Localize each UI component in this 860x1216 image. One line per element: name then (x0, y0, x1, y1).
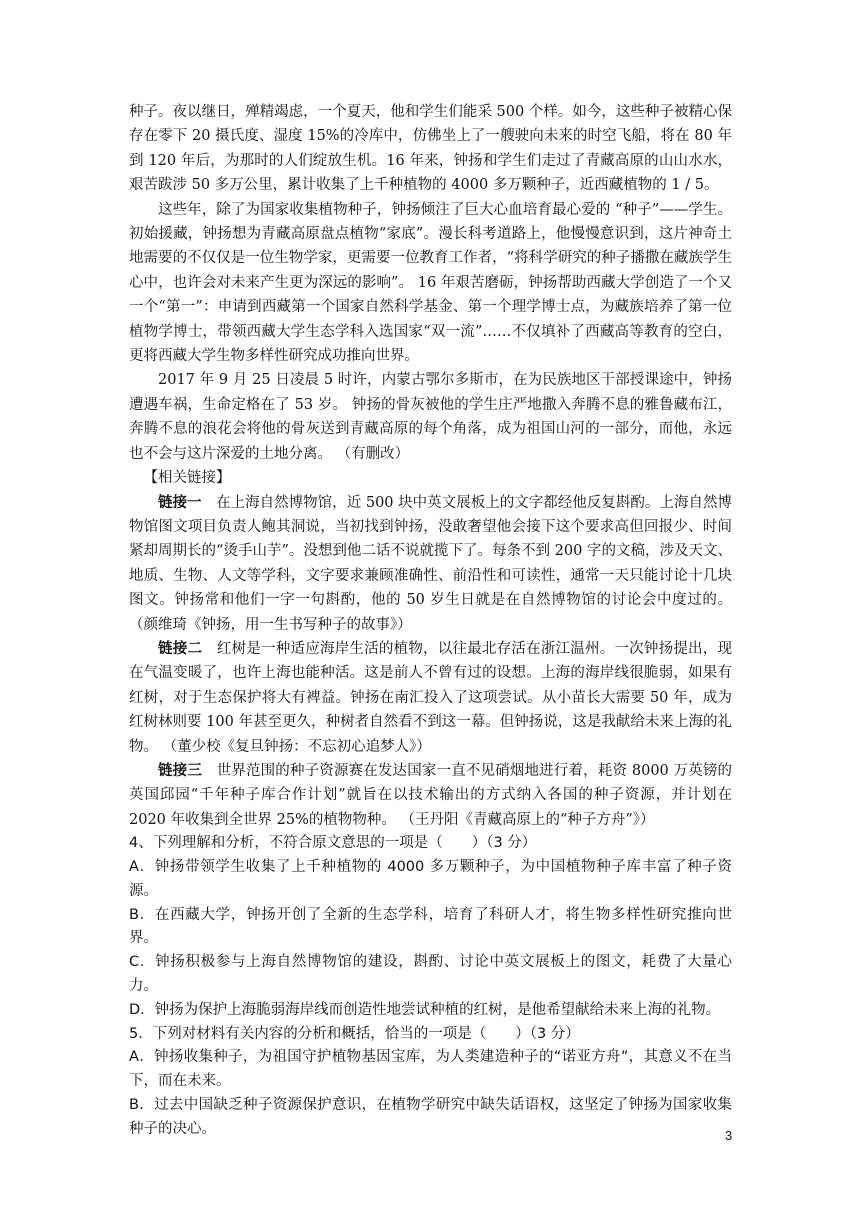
link-1-title: 链接一 (158, 494, 202, 511)
body-paragraph-3: 2017 年 9 月 25 日凌晨 5 时许，内蒙古鄂尔多斯市，在为民族地区干部授课途中，钟扬遭遇车祸，生命定格在了 53 岁。 钟扬的骨灰被他的学生庄严地撒入奔腾不息的雅鲁藏布江，奔腾不息的浪花会将他的骨灰送到青藏高原的每个角落，成为祖国山河的一部分，而他，永远也不会与这片深爱的土地分离。 （有删改） (129, 372, 732, 462)
link-1-paragraph (129, 491, 732, 637)
question-4-option-b: B．在西藏大学，钟扬开创了全新的生态学科，培育了科研人才，将生物多样性研究推向世界。 (129, 906, 732, 947)
page-content (129, 100, 732, 1142)
link-3-title: 链接三 (158, 762, 202, 779)
question-5-stem: 5．下列对材料有关内容的分析和概括，恰当的一项是（ ）（3 分） (129, 1025, 580, 1042)
related-links-heading: 【相关链接】 (143, 470, 231, 487)
question-4-option-d: D．钟扬为保护上海脆弱海岸线而创造性地尝试种植的红树，是他希望献给未来上海的礼物。 (129, 1001, 721, 1018)
link-1-text: 在上海自然博物馆，近 500 块中英文展板上的文字都经他反复斟酌。上海自然博物馆图文项目负责人鲍其洞说，当初找到钟扬，没敢奢望他会接下这个要求高但回报少、时间紧却周期长的“烫手山芋”。没想到他二话不说就揽下了。每条不到 200 字的文稿，涉及天文、地质、生物、人文等学科，文字要求兼顾准确性、前沿性和可读性，通常一天只能讨论十几块图文。钟扬常和他们一字一句斟酌，他的 50 岁生日就是在自然博物馆的讨论会中度过的。 （颜维琦《钟扬，用一生书写种子的故事》） (129, 494, 732, 633)
body-paragraph-2: 这些年，除了为国家收集植物种子，钟扬倾注了巨大心血培育最心爱的 “种子”——学生。 初始援藏，钟扬想为青藏高原盘点植物“家底”。漫长科考道路上，他慢慢意识到，这片神奇土地需要的不仅仅是一位生物学家，更需要一位教育工作者，“将科学研究的种子播撒在藏族学生心中，也许会对未来产生更为深远的影响”。 16 年艰苦磨砺，钟扬帮助西藏大学创造了一个又一个“第一”：申请到西藏第一个国家自然科学基金、第一个理学博士点，为藏族培养了第一位植物学博士，带领西藏大学生态学科入选国家“双一流”……不仅填补了西藏高等教育的空白，更将西藏大学生物多样性研究成功推向世界。 (129, 201, 732, 365)
body-paragraph-1: 种子。夜以继日，殚精竭虑，一个夏天，他和学生们能采 500 个样。如今，这些种子被精心保存在零下 20 摄氏度、湿度 15%的冷库中，仿佛坐上了一艘驶向未来的时空飞船，将在 80 年到 120 年后，为那时的人们绽放生机。16 年来，钟扬和学生们走过了青藏高原的山山水水，艰苦跋涉 50 多万公里，累计收集了上千种植物的 4000 多万颗种子，近西藏植物的 1 / 5。 (129, 104, 732, 194)
question-4-stem: 4、下列理解和分析，不符合原文意思的一项是（ ）（3 分） (129, 835, 537, 852)
link-3-text: 世界范围的种子资源赛在发达国家一直不见硝烟地进行着，耗资 8000 万英镑的英国邱园“千年种子库合作计划”就旨在以技术输出的方式纳入各国的种子资源，并计划在 2020 年收集到全世界 25%的植物物种。 （王丹阳《青藏高原上的“种子方舟”》） (129, 762, 733, 828)
link-2-text: 红树是一种适应海岸生活的植物，以往最北存活在浙江温州。一次钟扬提出，现在气温变暖了，也许上海也能种活。这是前人不曾有过的设想。上海的海岸线很脆弱，如果有红树，对于生态保护将大有裨益。钟扬在南汇投入了这项尝试。从小苗长大需要 50 年，成为红树林则要 100 年甚至更久，种树者自然看不到这一幕。但钟扬说，这是我献给未来上海的礼物。 （董少校《复旦钟扬：不忘初心追梦人》） (129, 640, 733, 755)
link-2-paragraph (129, 637, 732, 759)
link-3-paragraph (129, 759, 732, 832)
link-2-title: 链接二 (158, 640, 203, 657)
question-5-option-b: B．过去中国缺乏种子资源保护意识，在植物学研究中缺失话语权，这坚定了钟扬为国家收集种子的决心。 (129, 1096, 732, 1137)
question-5-option-a: A．钟扬收集种子，为祖国守护植物基因宝库，为人类建造种子的“诺亚方舟”，其意义不在当下，而在未来。 (129, 1049, 732, 1090)
question-4-option-a: A．钟扬带领学生收集了上千种植物的 4000 多万颗种子，为中国植物种子库丰富了种子资源。 (129, 858, 732, 899)
question-4-option-c: C．钟扬积极参与上海自然博物馆的建设，斟酌、讨论中英文展板上的图文，耗费了大量心力。 (129, 954, 732, 994)
page-number: 3 (725, 1128, 733, 1143)
